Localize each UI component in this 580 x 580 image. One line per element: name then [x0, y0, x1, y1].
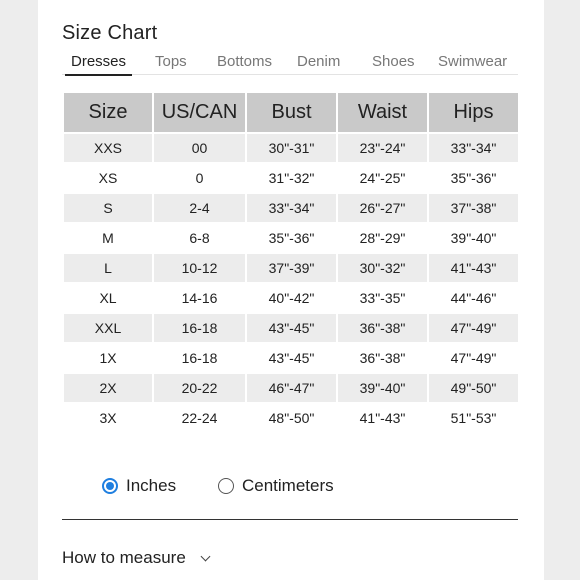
cell-us-can: 6-8 [189, 230, 210, 246]
cell-hips: 35"-36" [450, 170, 497, 186]
table-row [64, 284, 518, 312]
cell-hips: 33"-34" [429, 134, 518, 162]
cell-us-can: 16-18 [154, 314, 245, 342]
cell-hips: 39"-40" [450, 230, 497, 246]
cell-size: M [102, 230, 114, 246]
page-title: Size Chart [62, 22, 158, 44]
cell-waist: 30"-32" [338, 254, 427, 282]
cell-waist: 39"-40" [338, 374, 427, 402]
cell-size: S [64, 194, 152, 222]
table-row [64, 314, 518, 342]
cell-hips: 49"-50" [429, 374, 518, 402]
cell-bust: 35"-36" [268, 230, 315, 246]
cell-us-can: 10-12 [154, 254, 245, 282]
cell-us-can: 00 [154, 134, 245, 162]
chevron-down-icon[interactable] [200, 551, 210, 561]
inches-label[interactable]: Inches [126, 476, 177, 495]
table-row [64, 344, 518, 372]
cell-waist: 26"-27" [338, 194, 427, 222]
cell-size: L [64, 254, 152, 282]
cell-bust: 37"-39" [247, 254, 336, 282]
centimeters-label[interactable]: Centimeters [242, 476, 334, 495]
cell-waist: 28"-29" [359, 230, 406, 246]
table-row [64, 164, 518, 192]
tab-tops[interactable]: Tops [155, 53, 187, 70]
table-row [64, 374, 518, 402]
cell-bust: 40"-42" [268, 290, 315, 306]
cell-bust: 31"-32" [268, 170, 315, 186]
cell-us-can: 20-22 [154, 374, 245, 402]
category-tabs [62, 52, 518, 75]
cell-bust: 48"-50" [268, 410, 315, 426]
cell-waist: 24"-25" [359, 170, 406, 186]
right-backdrop [544, 0, 580, 580]
cell-us-can: 0 [195, 170, 204, 186]
tab-shoes[interactable]: Shoes [372, 53, 415, 70]
cell-bust: 43"-45" [268, 350, 315, 366]
cell-hips: 41"-43" [429, 254, 518, 282]
left-backdrop [0, 0, 38, 580]
cell-size: 2X [64, 374, 152, 402]
cell-waist: 23"-24" [338, 134, 427, 162]
cell-size: XS [98, 170, 118, 186]
cell-bust: 33"-34" [247, 194, 336, 222]
inches-radio[interactable] [102, 478, 118, 494]
how-to-measure-label[interactable]: How to measure [62, 548, 186, 567]
cell-hips: 47"-49" [450, 350, 497, 366]
cell-size: XXS [64, 134, 152, 162]
cell-hips: 37"-38" [429, 194, 518, 222]
cell-bust: 43"-45" [247, 314, 336, 342]
table-row [64, 254, 518, 282]
table-header-row [64, 93, 518, 132]
cell-us-can: 2-4 [154, 194, 245, 222]
column-header-us-can: US/CAN [154, 93, 245, 132]
cell-hips: 44"-46" [450, 290, 497, 306]
cell-waist: 33"-35" [359, 290, 406, 306]
tab-dresses[interactable]: Dresses [71, 53, 127, 70]
tab-denim[interactable]: Denim [297, 53, 341, 70]
unit-option-inches[interactable] [102, 474, 176, 498]
column-header-bust: Bust [247, 93, 336, 132]
table-row [64, 134, 518, 162]
cell-us-can: 14-16 [181, 290, 218, 306]
tab-swimwear[interactable]: Swimwear [438, 53, 508, 70]
table-row [64, 224, 518, 252]
divider [62, 519, 518, 520]
cell-waist: 41"-43" [359, 410, 406, 426]
how-to-measure-toggle[interactable] [62, 548, 209, 568]
centimeters-radio[interactable] [218, 478, 234, 494]
cell-us-can: 22-24 [181, 410, 218, 426]
size-table [62, 91, 520, 434]
table-row [64, 404, 518, 432]
cell-hips: 51"-53" [450, 410, 497, 426]
cell-size: 1X [99, 350, 117, 366]
cell-us-can: 16-18 [181, 350, 218, 366]
cell-size: 3X [99, 410, 117, 426]
column-header-hips: Hips [429, 93, 518, 132]
table-row [64, 194, 518, 222]
tab-bottoms[interactable]: Bottoms [217, 53, 273, 70]
cell-waist: 36"-38" [359, 350, 406, 366]
column-header-waist: Waist [338, 93, 427, 132]
column-header-size: Size [64, 93, 152, 132]
cell-size: XXL [64, 314, 152, 342]
cell-bust: 46"-47" [247, 374, 336, 402]
unit-option-centimeters[interactable] [218, 474, 334, 498]
cell-waist: 36"-38" [338, 314, 427, 342]
cell-bust: 30"-31" [247, 134, 336, 162]
cell-size: XL [99, 290, 117, 306]
cell-hips: 47"-49" [429, 314, 518, 342]
